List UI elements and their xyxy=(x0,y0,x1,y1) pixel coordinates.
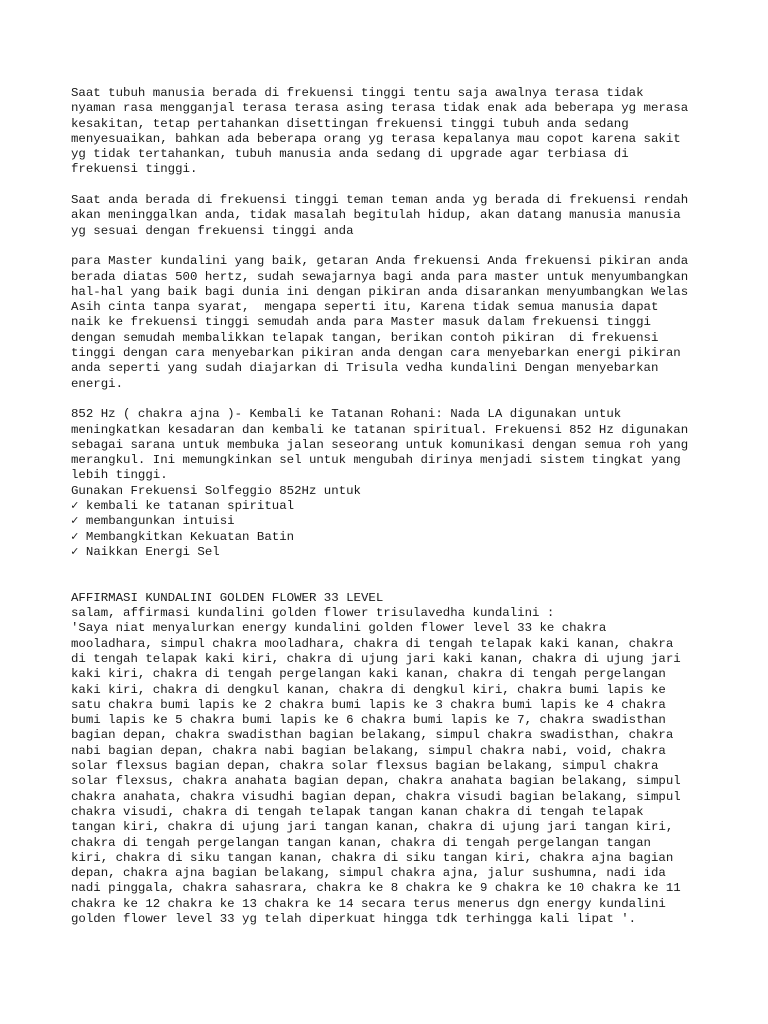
affirmation-intro: salam, affirmasi kundalini golden flower trisulavedha kundalini : xyxy=(71,606,555,621)
paragraph-kundalini-masters: para Master kundalini yang baik, getaran Anda frekuensi Anda frekuensi pikiran anda berada diatas 500 hertz, sudah sewajarnya bagi anda para master untuk menyumbangkan hal-hal yang baik bagi dunia ini dengan pikiran anda disarankan menyumbangkan Welas Asih cinta tanpa syarat, mengapa seperti itu, Karena tidak semua manusia dapat naik ke frekuensi tinggi semudah anda para Master masuk dalam frekuensi tinggi dengan semudah membalikkan telapak tangan, berikan contoh pikiran di frekuensi tinggi dengan cara menyebarkan pikiran anda dengan cara menyebarkan energi pikiran anda seperti yang sudah diajarkan di Trisula vedha kundalini Dengan menyebarkan energi. xyxy=(71,254,689,391)
affirmation-body: 'Saya niat menyalurkan energy kundalini golden flower level 33 ke chakra mooladhara, simpul chakra mooladhara, chakra di tengah telapak kaki kanan, chakra di tengah telapak kaki kiri, chakra di ujung jari kaki kanan, chakra di ujung jari kaki kiri, chakra di tengah pergelangan kaki kanan, chakra di tengah pergelangan kaki kiri, chakra di dengkul kanan, chakra di dengkul kiri, chakra bumi lapis ke satu chakra bumi lapis ke 2 chakra bumi lapis ke 3 chakra bumi lapis ke 4 chakra bumi lapis ke 5 chakra bumi lapis ke 6 chakra bumi lapis ke 7, chakra swadisthan bagian depan, chakra swadisthan bagian belakang, simpul chakra swadisthan, chakra nabi bagian depan, chakra nabi bagian belakang, simpul chakra nabi, void, chakra solar flexsus bagian depan, chakra solar flexsus bagian belakang, simpul chakra solar flexsus, chakra anahata bagian depan, chakra anahata bagian belakang, simpul chakra anahata, chakra visudhi bagian depan, chakra visudi bagian belakang, simpul chakra visudi, chakra di tengah telapak tangan kanan chakra di tengah telapak tangan kiri, chakra di ujung jari tangan kanan, chakra di ujung jari tangan kiri, chakra di tengah pergelangan tangan kanan, chakra di tengah pergelangan tangan kiri, chakra di siku tangan kanan, chakra di siku tangan kiri, chakra ajna bagian depan, chakra ajna bagian belakang, simpul chakra ajna, jalur sushumna, nadi ida nadi pinggala, chakra sahasrara, chakra ke 8 chakra ke 9 chakra ke 10 chakra ke 11 chakra ke 12 chakra ke 13 chakra ke 14 secara terus menerus dgn energy kundalini golden flower level 33 yg telah diperkuat hingga tdk terhingga kali lipat '. xyxy=(71,621,681,927)
paragraph-high-frequency-adjustment: Saat tubuh manusia berada di frekuensi tinggi tentu saja awalnya terasa tidak nyaman rasa mengganjal terasa terasa asing terasa tidak enak ada beberapa yg merasa kesakitan, tetap pertahankan disettingan frekuensi tinggi tubuh anda sedang menyesuaikan, bahkan ada beberapa orang yg terasa kepalanya mau copot karena sakit yg tidak tertahankan, tubuh manusia anda sedang di upgrade agar terbiasa di frekuensi tinggi. xyxy=(71,86,689,177)
paragraph-852hz-ajna: 852 Hz ( chakra ajna )- Kembali ke Tatanan Rohani: Nada LA digunakan untuk meningkatkan kesadaran dan kembali ke tatanan spiritual. Frekuensi 852 Hz digunakan sebagai sarana untuk membuka jalan seseorang untuk komunikasi dengan semua roh yang merangkul. Ini memungkinkan sel untuk mengubah dirinya menjadi sistem tingkat yang lebih tinggi. xyxy=(71,407,689,483)
list-item: ✓ membangunkan intuisi xyxy=(71,514,235,529)
list-item: ✓ Naikkan Energi Sel xyxy=(71,544,220,559)
list-item: ✓ Membangkitkan Kekuatan Batin xyxy=(71,529,295,544)
affirmation-title: AFFIRMASI KUNDALINI GOLDEN FLOWER 33 LEVEL xyxy=(71,590,384,605)
list-item: ✓ kembali ke tatanan spiritual xyxy=(71,499,295,514)
document-body xyxy=(71,86,711,927)
paragraph-friends-leaving: Saat anda berada di frekuensi tinggi teman teman anda yg berada di frekuensi rendah akan meninggalkan anda, tidak masalah begitulah hidup, akan datang manusia manusia yg sesuai dengan frekuensi tinggi anda xyxy=(71,193,689,238)
section-spacer xyxy=(71,560,711,591)
solfeggio-list-intro: Gunakan Frekuensi Solfeggio 852Hz untuk xyxy=(71,483,361,498)
solfeggio-benefits-list xyxy=(71,499,711,560)
